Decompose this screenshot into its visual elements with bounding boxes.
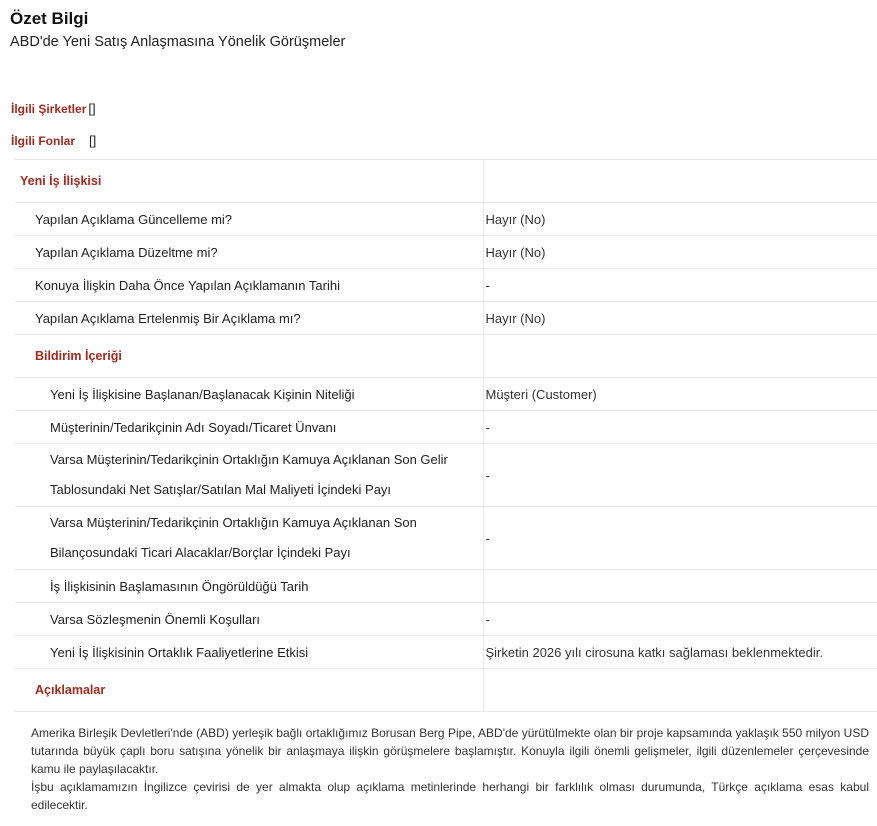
row-label: Müşterinin/Tedarikçinin Adı Soyadı/Ticaret Ünvanı [14, 411, 483, 444]
row-label: Yapılan Açıklama Güncelleme mi? [14, 203, 483, 236]
row-value: - [483, 507, 877, 570]
related-funds-value: [] [89, 133, 97, 148]
section-title-content: Bildirim İçeriği [14, 335, 483, 378]
row-value: Müşteri (Customer) [483, 378, 877, 411]
row-value: Hayır (No) [483, 203, 877, 236]
related-companies-value: [] [88, 101, 96, 116]
row-value: Şirketin 2026 yılı cirosuna katkı sağlaması beklenmektedir. [483, 636, 877, 669]
row-label: Varsa Müşterinin/Tedarikçinin Ortaklığın Kamuya Açıklanan Son Bilançosundaki Ticari Alacaklar/Borçlar İçindeki Payı [14, 507, 483, 570]
section-title-explanations: Açıklamalar [14, 669, 483, 712]
related-companies-label: İlgili Şirketler [11, 102, 87, 116]
explanation-paragraph: Amerika Birleşik Devletleri'nde (ABD) yerleşik bağlı ortaklığımız Borusan Berg Pipe, ABD'de yürütülmekte olan bir proje kapsamında yaklaşık 550 milyon USD tutarında büyük çaplı boru satışına yönelik bir anlaşmaya ilişkin görüşmelere başlamıştır. Konuyla ilgili önemli gelişmeler, ilgili düzenlemeler çerçevesinde kamu ile paylaşılacaktır. [31, 726, 869, 776]
section-row [14, 669, 877, 712]
page-subtitle: ABD'de Yeni Satış Anlaşmasına Yönelik Görüşmeler [10, 34, 346, 50]
table-row [14, 302, 877, 335]
row-value: Hayır (No) [483, 236, 877, 269]
row-label: İş İlişkisinin Başlamasının Öngörüldüğü Tarih [14, 570, 483, 603]
row-label: Yeni İş İlişkisine Başlanan/Başlanacak Kişinin Niteliği [14, 378, 483, 411]
row-label: Yapılan Açıklama Düzeltme mi? [14, 236, 483, 269]
related-funds-label: İlgili Fonlar [11, 134, 76, 148]
row-label: Konuya İlişkin Daha Önce Yapılan Açıklamanın Tarihi [14, 269, 483, 302]
table-row [14, 378, 877, 411]
explanation-text [31, 724, 869, 814]
table-row [14, 203, 877, 236]
table-row [14, 636, 877, 669]
table-row [14, 507, 877, 570]
row-label: Varsa Müşterinin/Tedarikçinin Ortaklığın Kamuya Açıklanan Son Gelir Tablosundaki Net Satışlar/Satılan Mal Maliyeti İçindeki Payı [14, 444, 483, 507]
row-value: - [483, 411, 877, 444]
table-row [14, 411, 877, 444]
table-row [14, 570, 877, 603]
section-row [14, 335, 877, 378]
explanation-paragraph: İşbu açıklamamızın İngilizce çevirisi de yer almakta olup açıklama metinlerinde herhangi bir farklılık olması durumunda, Türkçe açıklama esas kabul edilecektir. [31, 780, 869, 812]
disclosure-table [14, 159, 877, 712]
row-value [483, 570, 877, 603]
row-value: - [483, 603, 877, 636]
section-title-main: Yeni İş İlişkisi [14, 160, 483, 203]
row-value: - [483, 444, 877, 507]
row-label: Yapılan Açıklama Ertelenmiş Bir Açıklama mı? [14, 302, 483, 335]
table-row [14, 444, 877, 507]
row-label: Yeni İş İlişkisinin Ortaklık Faaliyetlerine Etkisi [14, 636, 483, 669]
page-title: Özet Bilgi [10, 9, 89, 28]
table-row [14, 603, 877, 636]
related-funds [11, 133, 96, 148]
row-value: - [483, 269, 877, 302]
table-row [14, 269, 877, 302]
section-row [14, 160, 877, 203]
table-row [14, 236, 877, 269]
related-companies [11, 101, 96, 116]
row-value: Hayır (No) [483, 302, 877, 335]
row-label: Varsa Sözleşmenin Önemli Koşulları [14, 603, 483, 636]
